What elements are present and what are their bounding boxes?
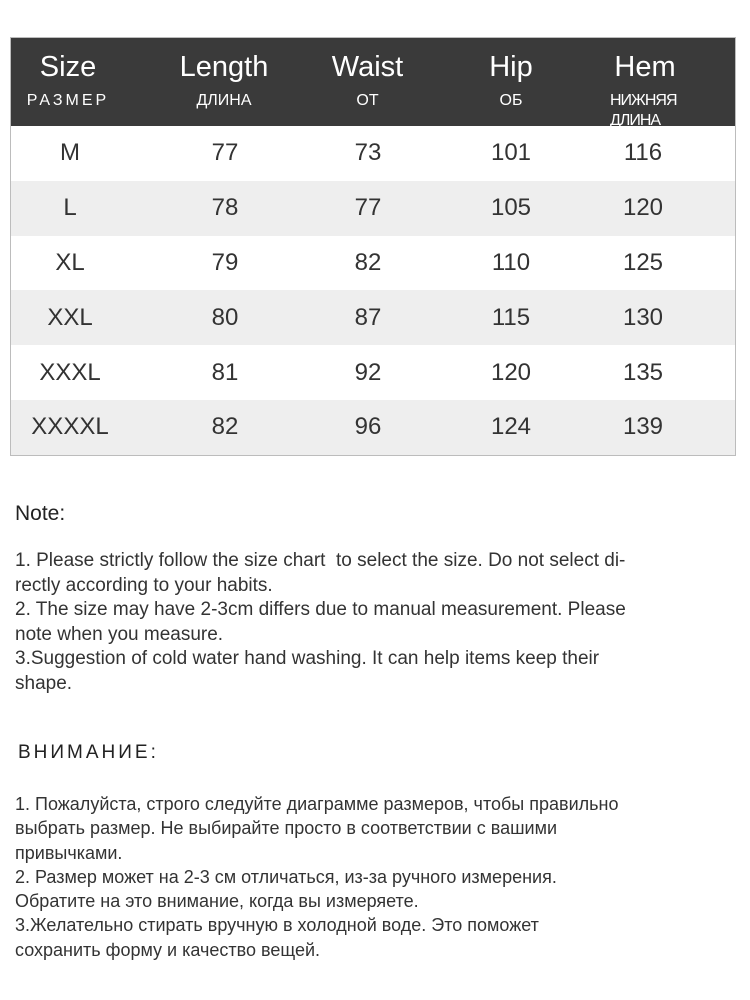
table-row	[11, 290, 735, 345]
cell-size: XXXL	[39, 358, 101, 386]
cell-size: XXL	[47, 303, 93, 331]
table-header-row	[11, 38, 735, 129]
note-line: Обратите на это внимание, когда вы измеряете.	[15, 891, 419, 912]
cell-waist: 73	[354, 139, 382, 167]
note-ru-title: ВНИМАНИЕ:	[18, 742, 159, 763]
note-line: 2. The size may have 2-3cm differs due to manual measurement. Please	[15, 599, 626, 620]
cell-hip: 124	[490, 413, 532, 441]
cell-hem: 125	[622, 248, 664, 276]
cell-waist: 87	[354, 303, 382, 331]
cell-length: 82	[211, 413, 239, 441]
note-ru-body	[15, 792, 730, 962]
cell-size: XXXXL	[31, 413, 109, 441]
cell-length: 77	[211, 139, 239, 167]
cell-size: XL	[55, 248, 85, 276]
header-hem-ru: НИЖНЯЯ ДЛИНА	[610, 92, 677, 129]
header-waist-ru: ОТ	[356, 92, 379, 109]
size-chart-table	[10, 37, 736, 456]
note-line: note when you measure.	[15, 623, 224, 645]
note-en-body	[15, 549, 730, 696]
note-line: привычками.	[15, 842, 123, 863]
cell-length: 81	[211, 358, 239, 386]
cell-waist: 92	[354, 358, 382, 386]
cell-hip: 101	[490, 139, 532, 167]
table-body	[11, 126, 735, 455]
cell-hip: 120	[490, 358, 532, 386]
header-size-ru: РАЗМЕР	[26, 92, 110, 109]
note-line: 3.Желательно стирать вручную в холодной воде. Это поможет	[15, 915, 539, 936]
note-line: сохранить форму и качество вещей.	[15, 939, 321, 960]
cell-length: 78	[211, 194, 239, 222]
cell-length: 79	[211, 248, 239, 276]
header-hem-en: Hem	[614, 51, 676, 83]
header-waist	[323, 38, 412, 126]
note-line: 1. Please strictly follow the size chart to select the size. Do not select di-	[15, 550, 626, 571]
header-length-ru: ДЛИНА	[196, 92, 252, 109]
header-hem	[610, 38, 680, 129]
cell-length: 80	[211, 303, 239, 331]
header-length-en: Length	[179, 51, 269, 83]
header-length	[125, 38, 323, 126]
cell-hem: 139	[622, 413, 664, 441]
cell-size: L	[63, 194, 77, 222]
cell-hip: 110	[491, 248, 531, 276]
cell-waist: 96	[354, 413, 382, 441]
cell-hip: 105	[490, 194, 532, 222]
table-row	[11, 345, 735, 400]
note-line: 3.Suggestion of cold water hand washing. It can help items keep their	[15, 648, 600, 669]
cell-hem: 135	[622, 358, 664, 386]
note-line: shape.	[15, 672, 73, 694]
cell-hip: 115	[491, 303, 531, 331]
note-line: 2. Размер может на 2-3 см отличаться, из-за ручного измерения.	[15, 866, 557, 887]
cell-hem: 116	[623, 139, 663, 167]
table-row	[11, 126, 735, 181]
cell-waist: 77	[354, 194, 382, 222]
header-size	[11, 38, 125, 126]
table-row	[11, 236, 735, 291]
note-line: выбрать размер. Не выбирайте просто в соответствии с вашими	[15, 818, 558, 839]
table-row	[11, 400, 735, 455]
cell-hem: 120	[622, 194, 664, 222]
header-hip	[412, 38, 610, 126]
note-line: 1. Пожалуйста, строго следуйте диаграмме размеров, чтобы правильно	[15, 794, 619, 814]
note-line: rectly according to your habits.	[15, 574, 273, 596]
cell-waist: 82	[354, 248, 382, 276]
header-size-en: Size	[39, 51, 97, 83]
header-waist-en: Waist	[331, 51, 404, 83]
cell-hem: 130	[622, 303, 664, 331]
header-hip-en: Hip	[489, 51, 533, 83]
table-row	[11, 181, 735, 236]
note-en-title: Note:	[15, 502, 66, 525]
cell-size: M	[60, 139, 80, 167]
header-hip-ru: ОБ	[499, 92, 523, 109]
